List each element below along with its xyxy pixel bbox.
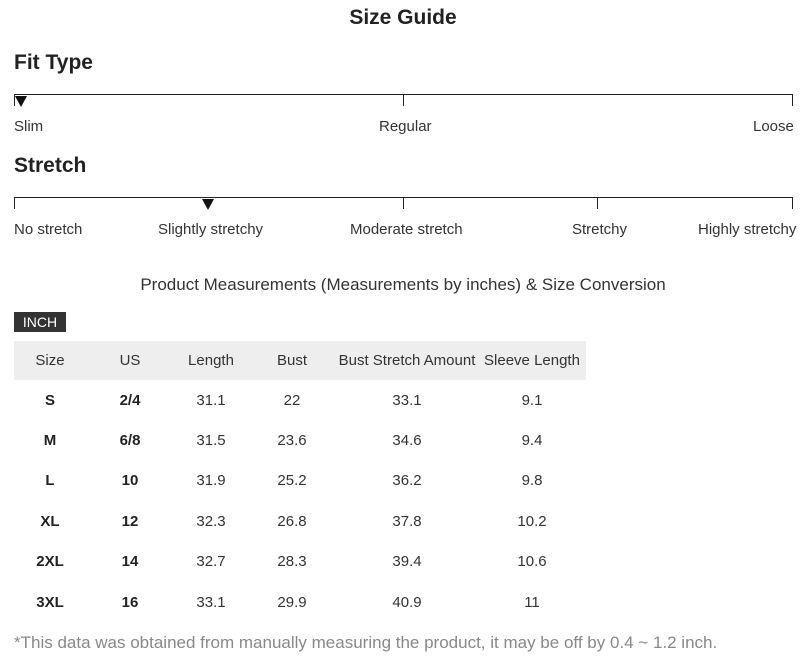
- table-row: [14, 582, 586, 622]
- stretch-label-moderate-stretch: Moderate stretch: [350, 221, 463, 238]
- cell-bust-stretch: 33.1: [392, 391, 422, 409]
- stretch-label-no-stretch: No stretch: [14, 221, 83, 238]
- cell-us: 14: [121, 553, 139, 571]
- table-row: [14, 501, 586, 541]
- cell-sleeve-length: 10.2: [517, 512, 547, 530]
- cell-size: 2XL: [36, 553, 64, 571]
- cell-bust: 22: [283, 391, 301, 409]
- cell-sleeve-length: 10.6: [517, 553, 547, 571]
- stretch-tick: [403, 197, 404, 209]
- fit-type-label-slim: Slim: [14, 118, 44, 135]
- cell-length: 31.5: [196, 432, 226, 450]
- stretch-heading: Stretch: [14, 154, 87, 177]
- cell-bust-stretch: 37.8: [392, 512, 422, 530]
- cell-sleeve-length: 9.8: [521, 472, 543, 490]
- cell-length: 31.1: [196, 391, 226, 409]
- cell-length: 33.1: [196, 593, 226, 611]
- cell-bust: 29.9: [277, 593, 307, 611]
- fit-type-tick: [403, 94, 404, 106]
- cell-size: XL: [40, 512, 60, 530]
- fit-type-label-regular: Regular: [379, 118, 432, 135]
- cell-bust: 25.2: [277, 472, 307, 490]
- cell-size: L: [45, 472, 55, 490]
- page-title: Size Guide: [349, 6, 457, 29]
- fit-type-marker-icon: [15, 96, 27, 107]
- cell-bust: 26.8: [277, 512, 307, 530]
- cell-bust-stretch: 40.9: [392, 593, 422, 611]
- cell-sleeve-length: 11: [524, 593, 540, 611]
- col-header-bust-stretch: Bust Stretch Amount: [338, 352, 476, 369]
- cell-us: 16: [121, 593, 139, 611]
- stretch-label-stretchy: Stretchy: [572, 221, 628, 238]
- unit-badge: INCH: [14, 312, 66, 332]
- cell-bust: 23.6: [277, 432, 307, 450]
- cell-sleeve-length: 9.4: [521, 432, 543, 450]
- cell-size: M: [43, 432, 57, 450]
- cell-us: 10: [121, 472, 139, 490]
- cell-us: 12: [121, 512, 139, 530]
- stretch-marker-icon: [202, 199, 214, 210]
- col-header-size: Size: [35, 352, 65, 369]
- footnote: *This data was obtained from manually measuring the product, it may be off by 0.4 ~ 1.2 inch.: [14, 633, 718, 652]
- stretch-tick: [14, 197, 15, 209]
- cell-size: S: [44, 391, 55, 409]
- measurements-subtitle: Product Measurements (Measurements by inches) & Size Conversion: [140, 275, 666, 294]
- stretch-tick: [792, 197, 793, 209]
- col-header-bust: Bust: [276, 352, 307, 369]
- fit-type-heading: Fit Type: [14, 51, 93, 74]
- table-row: [14, 420, 586, 460]
- cell-us: 2/4: [119, 391, 141, 409]
- cell-bust-stretch: 39.4: [392, 553, 422, 571]
- stretch-tick: [597, 197, 598, 209]
- cell-bust: 28.3: [277, 553, 307, 571]
- fit-type-label-loose: Loose: [753, 118, 794, 135]
- col-header-length: Length: [188, 352, 234, 369]
- table-row: [14, 380, 586, 420]
- cell-length: 31.9: [196, 472, 226, 490]
- cell-length: 32.7: [196, 553, 226, 571]
- cell-sleeve-length: 9.1: [521, 391, 543, 409]
- fit-type-tick: [792, 94, 793, 106]
- cell-length: 32.3: [196, 512, 226, 530]
- cell-bust-stretch: 36.2: [392, 472, 422, 490]
- table-row: [14, 461, 586, 501]
- stretch-label-highly-stretchy: Highly stretchy: [698, 221, 797, 238]
- col-header-us: US: [119, 352, 141, 369]
- cell-size: 3XL: [36, 593, 64, 611]
- cell-bust-stretch: 34.6: [392, 432, 422, 450]
- stretch-label-slightly-stretchy: Slightly stretchy: [158, 221, 264, 238]
- table-header-row: [14, 341, 586, 380]
- cell-us: 6/8: [119, 432, 141, 450]
- col-header-sleeve-length: Sleeve Length: [484, 352, 580, 369]
- size-table: [14, 341, 586, 622]
- table-row: [14, 542, 586, 582]
